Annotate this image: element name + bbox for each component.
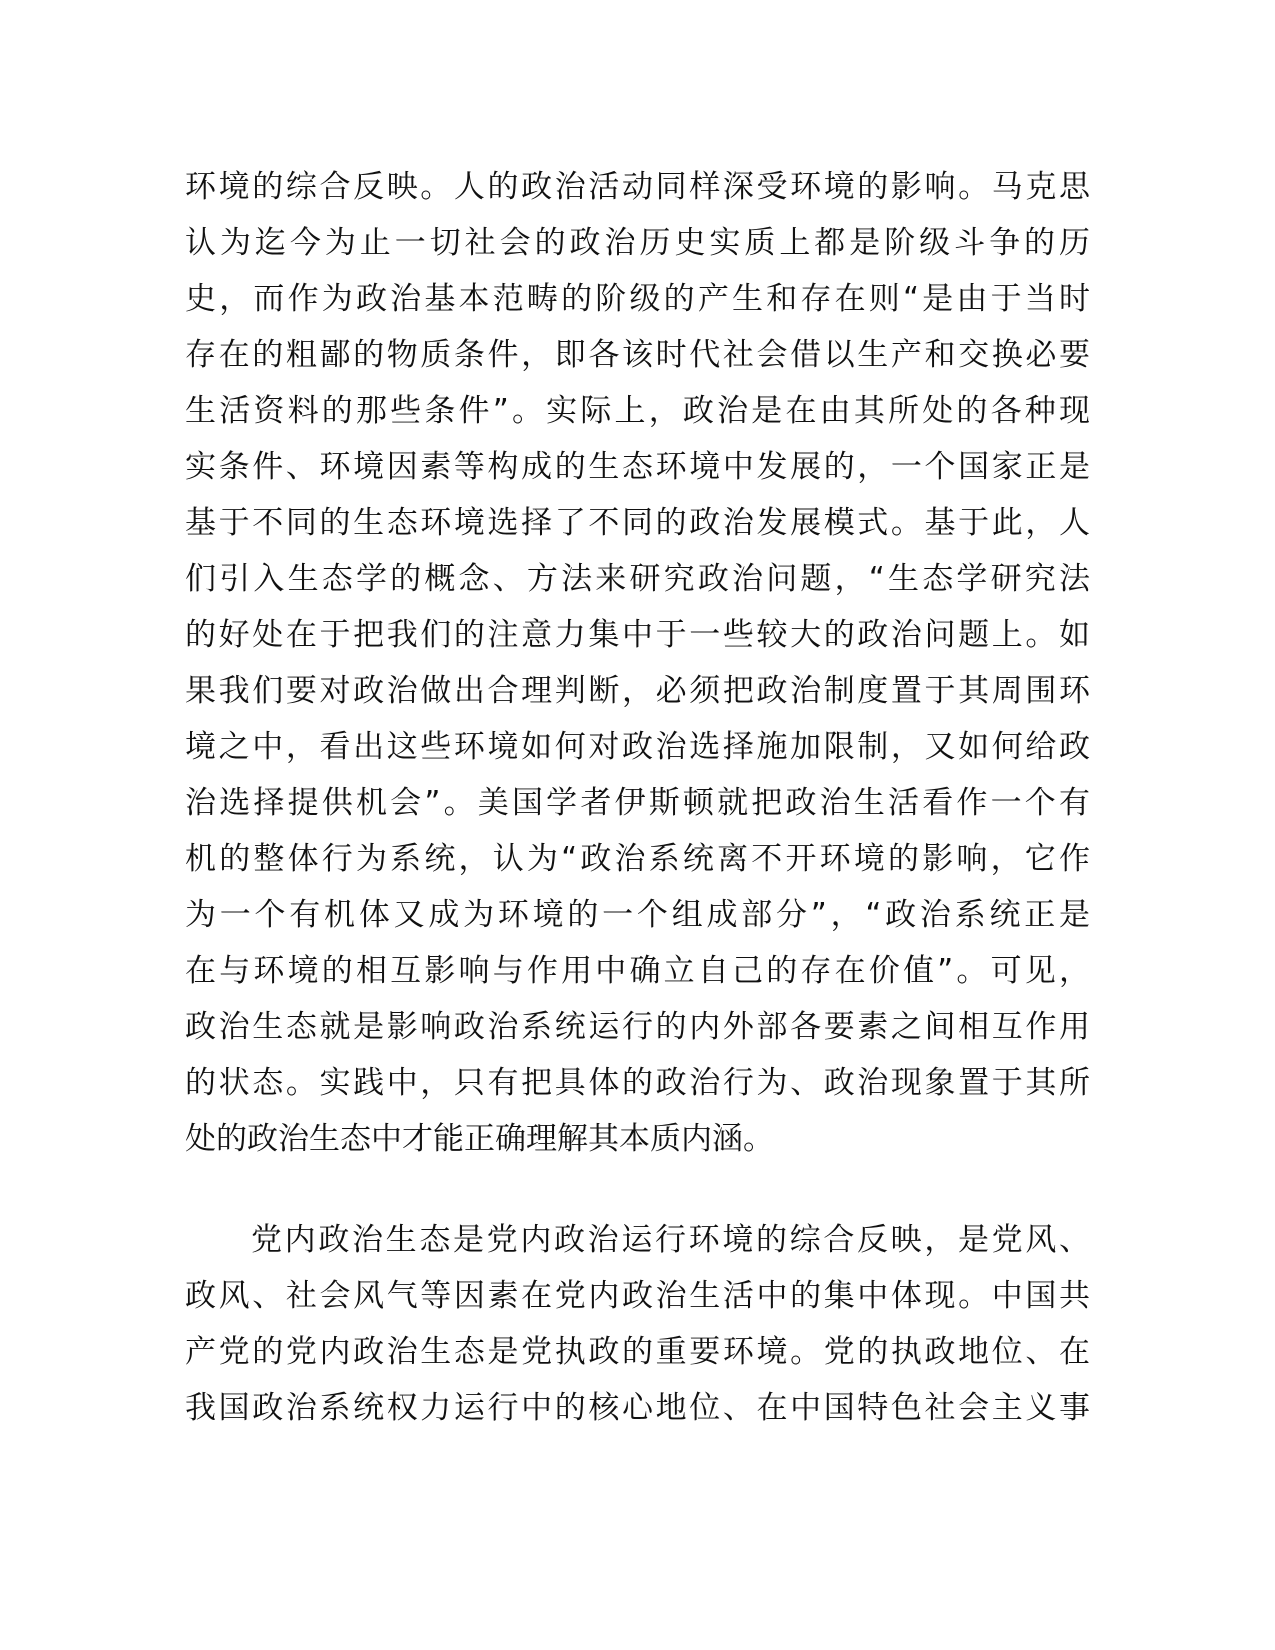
text-line: 境之中，看出这些环境如何对政治选择施加限制，又如何给政 bbox=[185, 729, 1090, 765]
paragraph-party-political-ecology bbox=[185, 1212, 1090, 1436]
text-line: 治选择提供机会”。美国学者伊斯顿就把政治生活看作一个有 bbox=[185, 785, 1090, 821]
text-line: 处的政治生态中才能正确理解其本质内涵。 bbox=[185, 1121, 774, 1157]
text-line: 环境的综合反映。人的政治活动同样深受环境的影响。马克思 bbox=[185, 169, 1090, 205]
text-line: 政风、社会风气等因素在党内政治生活中的集中体现。中国共 bbox=[185, 1278, 1090, 1314]
text-line: 生活资料的那些条件”。实际上，政治是在由其所处的各种现 bbox=[185, 393, 1090, 429]
text-line: 产党的党内政治生态是党执政的重要环境。党的执政地位、在 bbox=[185, 1334, 1090, 1370]
text-line: 果我们要对政治做出合理判断，必须把政治制度置于其周围环 bbox=[185, 673, 1090, 709]
paragraph-continued bbox=[185, 159, 1090, 1167]
text-line: 史，而作为政治基本范畴的阶级的产生和存在则“是由于当时 bbox=[185, 281, 1090, 317]
text-line: 在与环境的相互影响与作用中确立自己的存在价值”。可见， bbox=[185, 953, 1090, 989]
text-line: 的好处在于把我们的注意力集中于一些较大的政治问题上。如 bbox=[185, 617, 1090, 653]
text-line: 政治生态就是影响政治系统运行的内外部各要素之间相互作用 bbox=[185, 1009, 1090, 1045]
text-line: 存在的粗鄙的物质条件，即各该时代社会借以生产和交换必要 bbox=[185, 337, 1090, 373]
text-line: 基于不同的生态环境选择了不同的政治发展模式。基于此，人 bbox=[185, 505, 1090, 541]
text-line: 们引入生态学的概念、方法来研究政治问题，“生态学研究法 bbox=[185, 561, 1090, 597]
text-line: 认为迄今为止一切社会的政治历史实质上都是阶级斗争的历 bbox=[185, 225, 1090, 261]
text-line: 的状态。实践中，只有把具体的政治行为、政治现象置于其所 bbox=[185, 1065, 1090, 1101]
text-line: 为一个有机体又成为环境的一个组成部分”，“政治系统正是 bbox=[185, 897, 1090, 933]
text-line: 机的整体行为系统，认为“政治系统离不开环境的影响，它作 bbox=[185, 841, 1090, 877]
text-line: 我国政治系统权力运行中的核心地位、在中国特色社会主义事 bbox=[185, 1390, 1090, 1426]
text-line: 实条件、环境因素等构成的生态环境中发展的，一个国家正是 bbox=[185, 449, 1090, 485]
text-line: 党内政治生态是党内政治运行环境的综合反映，是党风、 bbox=[251, 1222, 1090, 1258]
